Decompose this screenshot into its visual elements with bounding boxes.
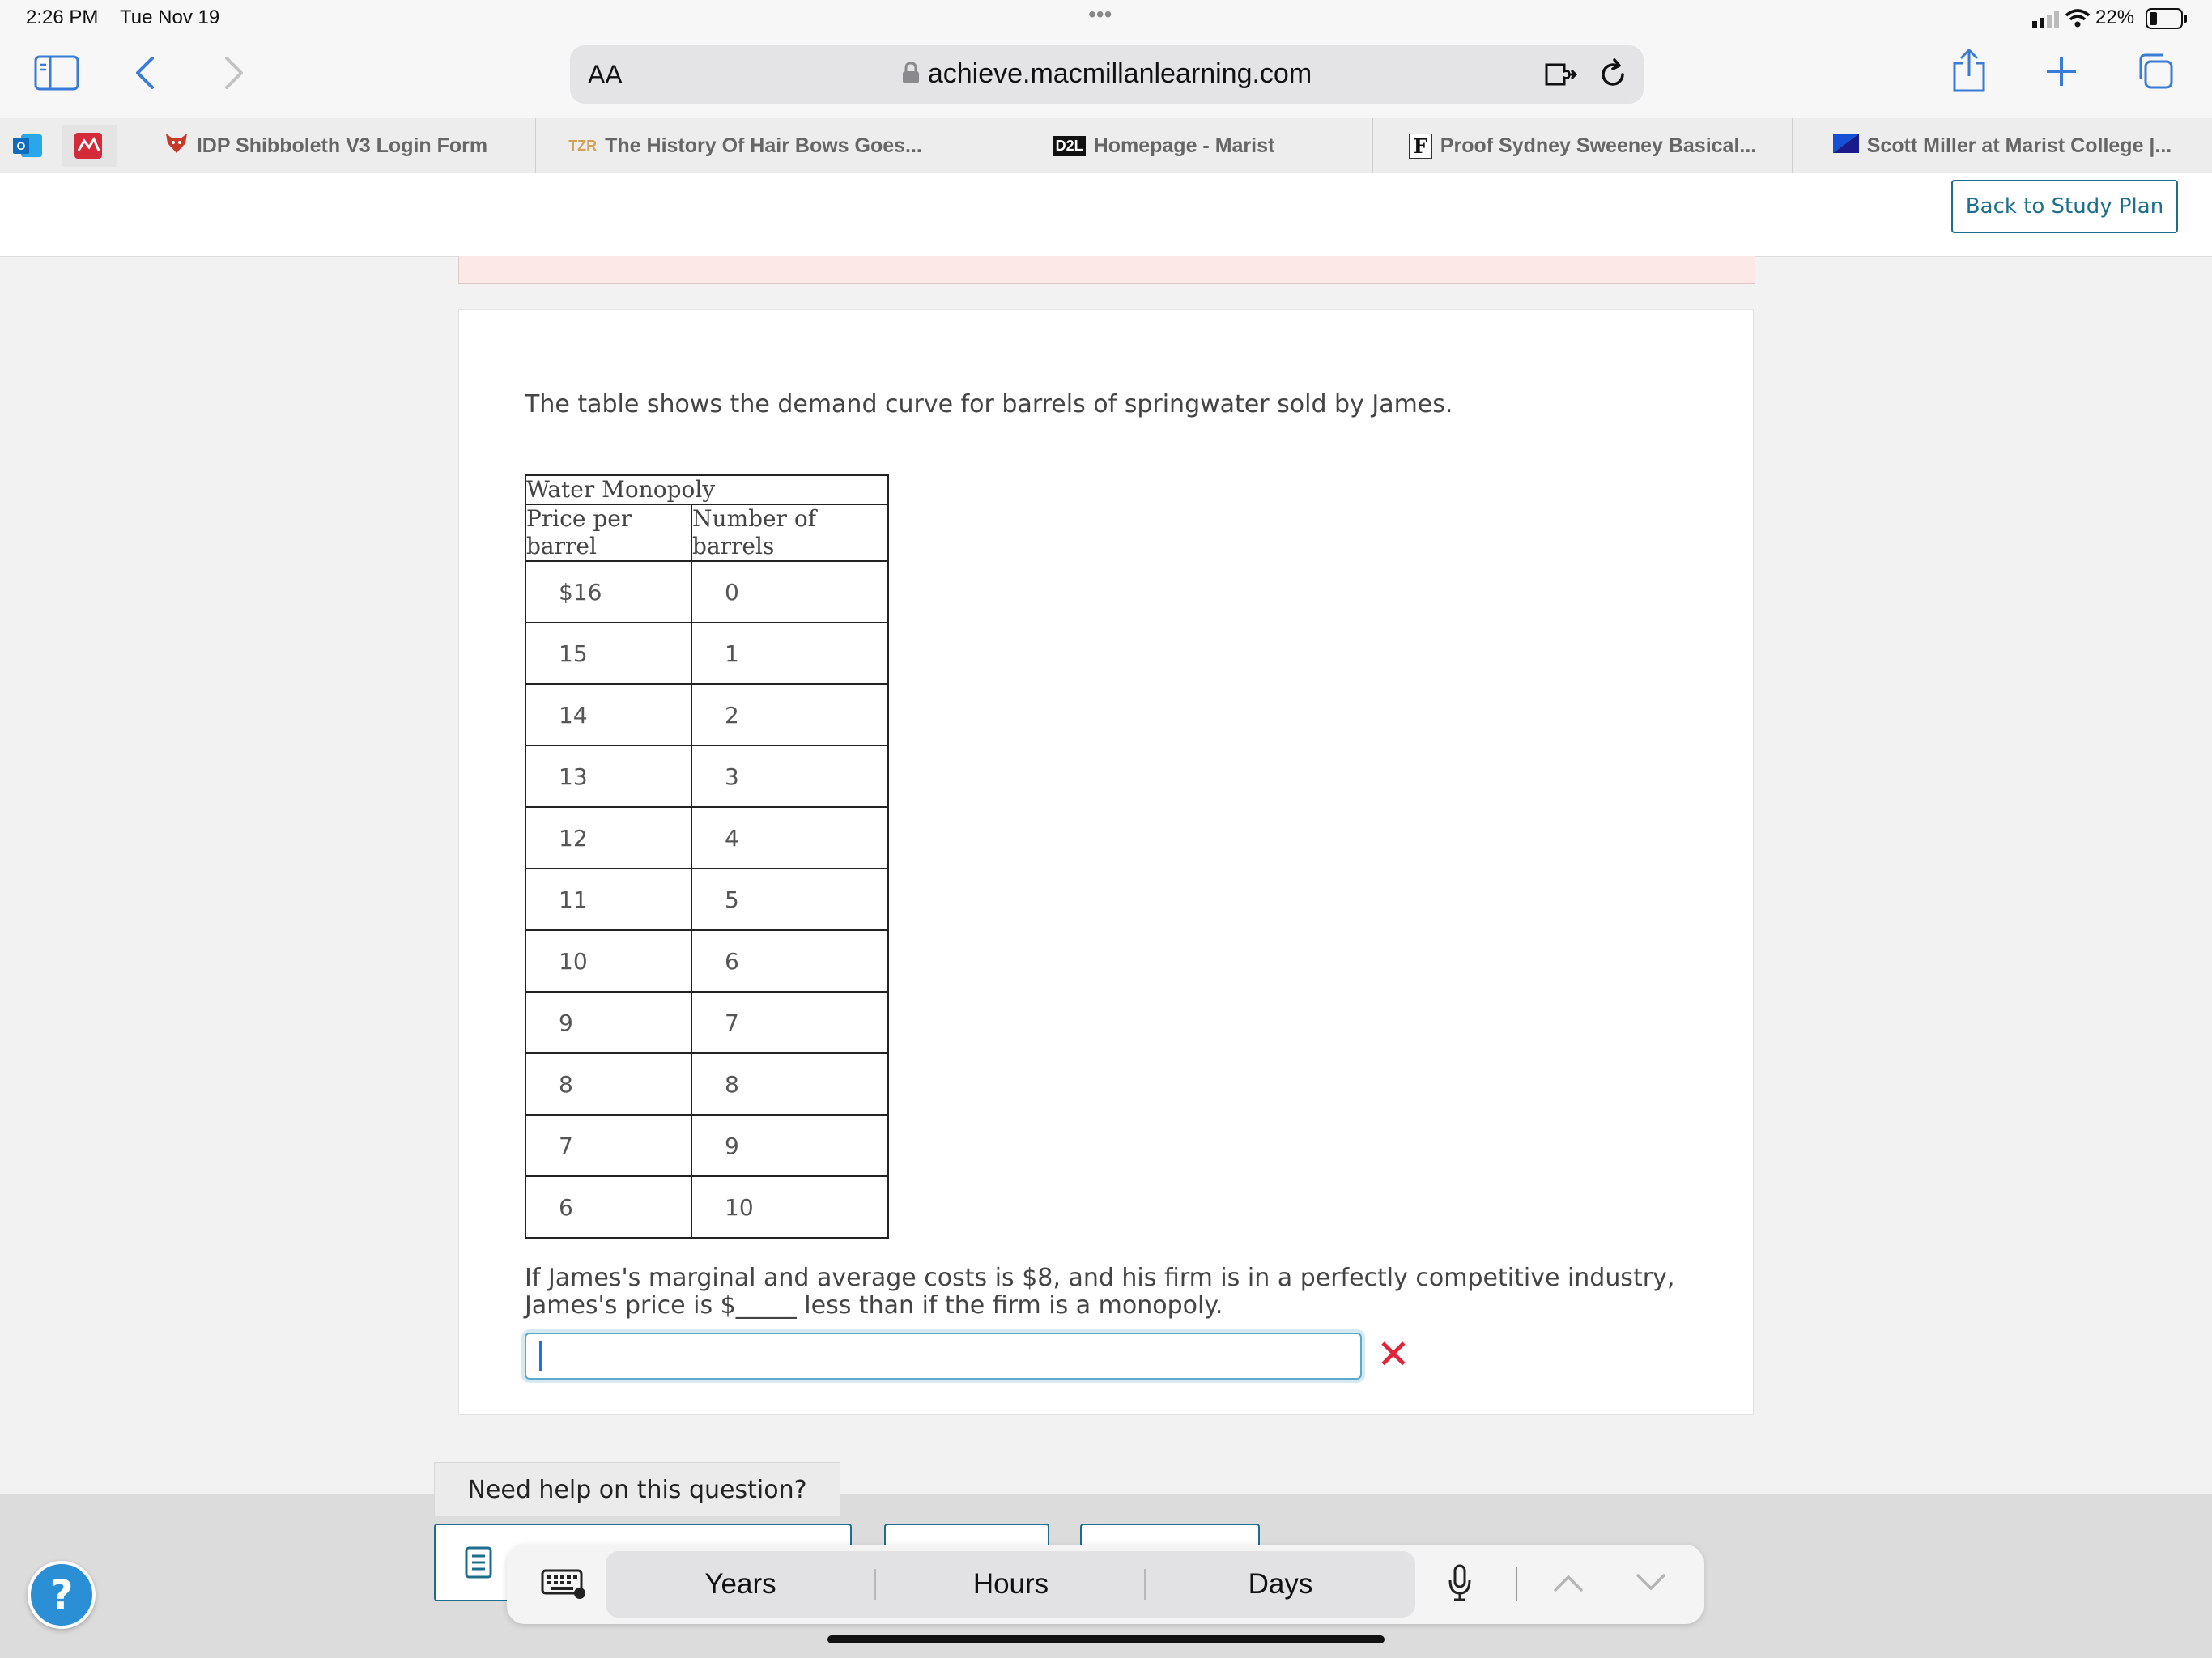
table-title: Water Monopoly xyxy=(525,475,888,504)
table-row xyxy=(525,869,888,930)
svg-text:O: O xyxy=(16,139,26,152)
new-tab-icon[interactable] xyxy=(2044,53,2079,92)
tabs-overview-icon[interactable] xyxy=(2136,52,2175,94)
prompt-line-1: If James's marginal and average costs is $8, and his firm is in a perfectly competitive industry, xyxy=(525,1264,1675,1292)
multitask-dots[interactable]: ••• xyxy=(1088,2,1112,27)
favorite-icon-box[interactable] xyxy=(62,125,117,167)
favorite-marist-homepage[interactable] xyxy=(955,118,1373,173)
barrels-cell: 0 xyxy=(691,561,888,623)
favorite-label: Scott Miller at Marist College |... xyxy=(1866,134,2172,157)
price-cell: 14 xyxy=(525,684,691,746)
favorite-label: Proof Sydney Sweeney Basical... xyxy=(1440,134,1757,157)
page-header xyxy=(0,173,2212,257)
keyboard-icon[interactable] xyxy=(541,1567,586,1603)
barrels-cell: 10 xyxy=(691,1176,888,1238)
prompt-line-2: James's price is $_____ less than if the firm is a monopoly. xyxy=(525,1291,1223,1320)
price-cell: 15 xyxy=(525,623,691,684)
autocomplete-suggestions xyxy=(606,1551,1415,1618)
keyboard-shortcut-bar xyxy=(507,1545,1704,1624)
water-monopoly-table xyxy=(525,474,889,1239)
home-indicator xyxy=(827,1635,1385,1643)
url-text: achieve.macmillanlearning.com xyxy=(927,58,1312,89)
sidebar-toggle-icon[interactable] xyxy=(34,55,79,94)
price-cell: $16 xyxy=(525,561,691,623)
table-row xyxy=(525,1176,888,1238)
price-cell: 9 xyxy=(525,992,691,1053)
battery-icon xyxy=(2146,8,2188,29)
column-header-barrels: Number of barrels xyxy=(691,504,888,561)
table-row xyxy=(525,746,888,807)
d2l-badge-icon: D2L xyxy=(1053,136,1086,156)
address-bar[interactable] xyxy=(570,45,1644,104)
price-cell: 6 xyxy=(525,1176,691,1238)
table-row xyxy=(525,1115,888,1176)
barrels-cell: 6 xyxy=(691,930,888,992)
battery-percent: 22% xyxy=(2095,6,2135,28)
wifi-icon xyxy=(2065,8,2091,29)
question-prompt xyxy=(525,1265,1674,1320)
favorite-label: Homepage - Marist xyxy=(1093,134,1275,157)
tzr-badge-icon: TZR xyxy=(568,137,598,154)
feedback-banner xyxy=(458,256,1755,284)
table-row xyxy=(525,807,888,869)
forbes-badge-icon: F xyxy=(1409,134,1432,159)
toolbar-divider xyxy=(1516,1567,1517,1601)
column-header-price: Price per barrel xyxy=(525,504,691,561)
chevron-up-icon[interactable] xyxy=(1553,1572,1584,1596)
cellular-signal-icon xyxy=(2032,11,2065,28)
browser-toolbar xyxy=(0,39,2212,118)
linkedin-flag-icon xyxy=(1833,134,1859,159)
table-row xyxy=(525,623,888,684)
microphone-icon[interactable] xyxy=(1448,1564,1472,1606)
suggestion-days[interactable]: Days xyxy=(1248,1568,1313,1600)
share-icon[interactable] xyxy=(1951,49,1987,96)
lock-icon xyxy=(902,60,920,91)
price-cell: 13 xyxy=(525,746,691,807)
back-nav-icon[interactable] xyxy=(133,55,157,94)
forward-nav-icon[interactable] xyxy=(222,55,246,94)
barrels-cell: 7 xyxy=(691,992,888,1053)
barrels-cell: 4 xyxy=(691,807,888,869)
price-cell: 10 xyxy=(525,930,691,992)
fox-icon xyxy=(164,132,189,160)
favorite-scott-miller[interactable] xyxy=(1793,118,2212,173)
price-cell: 8 xyxy=(525,1053,691,1115)
favorites-bar xyxy=(0,118,2212,174)
favorite-label: The History Of Hair Bows Goes... xyxy=(605,134,922,157)
status-time: 2:26 PM xyxy=(26,6,99,28)
favorite-label: IDP Shibboleth V3 Login Form xyxy=(196,134,488,157)
table-row xyxy=(525,1053,888,1115)
url-display[interactable] xyxy=(570,58,1644,91)
suggestion-years[interactable]: Years xyxy=(704,1568,776,1600)
status-bar xyxy=(0,0,2212,39)
barrels-cell: 3 xyxy=(691,746,888,807)
suggestion-hours[interactable]: Hours xyxy=(972,1568,1049,1600)
barrels-cell: 5 xyxy=(691,869,888,930)
chevron-down-icon[interactable] xyxy=(1636,1572,1666,1596)
text-size-button[interactable]: AA xyxy=(588,60,623,89)
barrels-cell: 2 xyxy=(691,684,888,746)
incorrect-x-icon: ✕ xyxy=(1376,1331,1410,1378)
back-to-study-plan-button[interactable]: Back to Study Plan xyxy=(1951,180,2178,233)
table-row xyxy=(525,930,888,992)
help-question-button[interactable]: ? xyxy=(28,1561,96,1629)
help-tab[interactable]: Need help on this question? xyxy=(434,1462,840,1516)
document-icon xyxy=(465,1546,492,1582)
favorite-hair-bows[interactable] xyxy=(536,118,955,173)
status-date: Tue Nov 19 xyxy=(120,6,220,28)
extension-icon[interactable] xyxy=(1543,58,1577,94)
barrels-cell: 9 xyxy=(691,1115,888,1176)
question-intro: The table shows the demand curve for barrels of springwater sold by James. xyxy=(525,390,1453,419)
price-cell: 7 xyxy=(525,1115,691,1176)
table-row xyxy=(525,992,888,1053)
reload-icon[interactable] xyxy=(1597,58,1629,94)
barrels-cell: 8 xyxy=(691,1053,888,1115)
price-cell: 12 xyxy=(525,807,691,869)
favorite-sydney-sweeney[interactable] xyxy=(1373,118,1793,173)
table-row xyxy=(525,561,888,623)
answer-input[interactable] xyxy=(525,1333,1362,1380)
favorite-idp-login[interactable] xyxy=(117,118,536,173)
barrels-cell: 1 xyxy=(691,623,888,684)
text-caret xyxy=(539,1341,542,1371)
table-row xyxy=(525,684,888,746)
price-cell: 11 xyxy=(525,869,691,930)
outlook-icon[interactable] xyxy=(13,133,44,162)
